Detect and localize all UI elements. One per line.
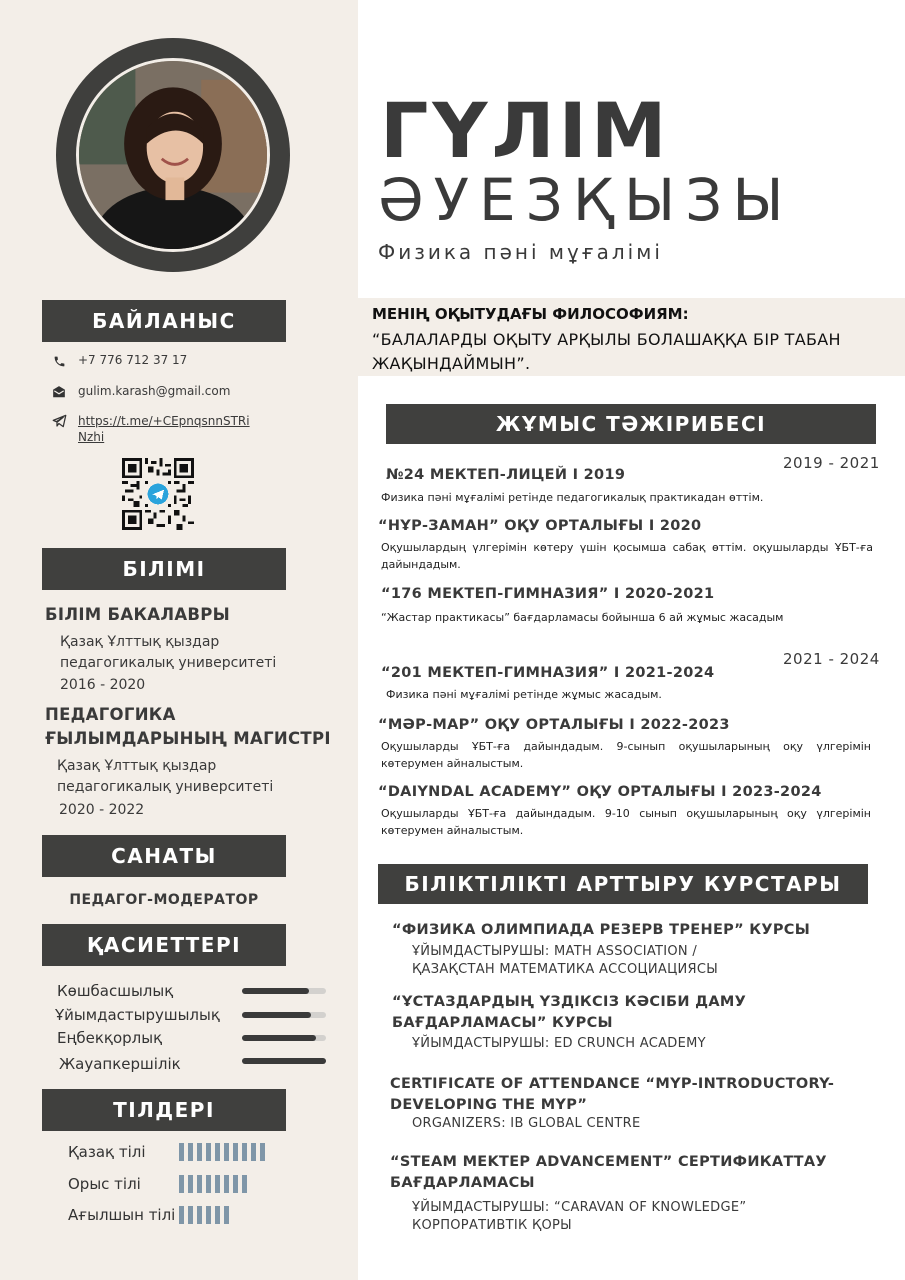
job-desc-6: Оқушыларды ҰБТ-ға дайындадым. 9-10 сынып оқушыларының оқу үлгерімін көтерумен айналыстым.: [381, 807, 871, 837]
philosophy-title: МЕНІҢ ОҚЫТУДАҒЫ ФИЛОСОФИЯМ:: [372, 305, 689, 323]
email-address[interactable]: gulim.karash@gmail.com: [78, 384, 231, 398]
language-label-1: Қазақ тілі: [68, 1143, 146, 1161]
quality-bar-1: [242, 988, 326, 994]
education-degree-1: БІЛІМ БАКАЛАВРЫ: [45, 605, 231, 624]
language-level-segment: [179, 1143, 184, 1161]
language-level-segment: [224, 1143, 229, 1161]
last-name: ӘУЕЗҚЫЗЫ: [378, 166, 794, 234]
experience-heading: ЖҰМЫС ТӘЖІРИБЕСІ: [386, 404, 876, 444]
language-level-segment: [179, 1206, 184, 1224]
course-title-4: “STEAM MEKTEP ADVANCEMENT” СЕРТИФИКАТТАУ БАҒДАРЛАМАСЫ: [390, 1154, 827, 1191]
first-name: ГҮЛІМ: [380, 86, 671, 175]
language-level-segment: [242, 1143, 247, 1161]
quality-fill-1: [242, 988, 309, 994]
language-bar-3: [179, 1206, 229, 1224]
job-desc-3: “Жастар практикасы” бағдарламасы бойынша 6 ай жұмыс жасадым: [381, 611, 784, 624]
language-level-segment: [224, 1175, 229, 1193]
language-label-3: Ағылшын тілі: [68, 1206, 176, 1224]
language-level-segment: [206, 1175, 211, 1193]
course-org-4: ҰЙЫМДАСТЫРУШЫ: “CARAVAN OF KNOWLEDGE” КОРПОРАТИВТІК ҚОРЫ: [412, 1200, 747, 1233]
quality-bar-3: [242, 1035, 326, 1041]
experience-period-2: 2021 - 2024: [783, 650, 880, 668]
category-heading: САНАТЫ: [42, 835, 286, 877]
language-level-segment: [215, 1143, 220, 1161]
languages-heading: ТІЛДЕРІ: [42, 1089, 286, 1131]
language-level-segment: [197, 1206, 202, 1224]
language-level-segment: [188, 1143, 193, 1161]
course-title-3: CERTIFICATE OF ATTENDANCE “MYP-INTRODUCTORY-DEVELOPING THE MYP”: [390, 1076, 835, 1113]
quality-fill-3: [242, 1035, 316, 1041]
telegram-link[interactable]: https://t.me/+CEpnqsnnSTRiNzhi: [78, 414, 250, 444]
course-title-2: “ҰСТАЗДАРДЫҢ ҮЗДІКСІЗ КӘСІБИ ДАМУ БАҒДАРЛАМАСЫ” КУРСЫ: [392, 994, 747, 1031]
language-level-segment: [233, 1143, 238, 1161]
course-org-3: ORGANIZERS: IB GLOBAL CENTRE: [412, 1116, 641, 1131]
education-years-2: 2020 - 2022: [59, 802, 145, 818]
quality-label-4: Жауапкершілік: [59, 1055, 181, 1073]
language-level-segment: [197, 1143, 202, 1161]
quality-fill-4: [242, 1058, 326, 1064]
quality-label-1: Көшбасшылық: [57, 982, 174, 1000]
courses-heading: БІЛІКТІЛІКТІ АРТТЫРУ КУРСТАРЫ: [378, 864, 868, 904]
language-level-segment: [251, 1143, 256, 1161]
envelope-icon: [50, 384, 68, 400]
course-title-1: “ФИЗИКА ОЛИМПИАДА РЕЗЕРВ ТРЕНЕР” КУРСЫ: [392, 922, 811, 938]
qualities-heading: ҚАСИЕТТЕРІ: [42, 924, 286, 966]
language-level-segment: [188, 1206, 193, 1224]
course-org-1: ҰЙЫМДАСТЫРУШЫ: MATH ASSOCIATION / ҚАЗАҚСТАН МАТЕМАТИКА АССОЦИАЦИЯСЫ: [412, 944, 718, 977]
contact-phone: [50, 353, 187, 369]
language-level-segment: [197, 1175, 202, 1193]
job-title-6: “DAIYNDAL ACADEMY” ОҚУ ОРТАЛЫҒЫ І 2023-2024: [378, 784, 822, 800]
quality-fill-2: [242, 1012, 311, 1018]
job-desc-2: Оқушылардың үлгерімін көтеру үшін қосымша сабақ өттім. оқушыларды ҰБТ-ға дайындадым.: [381, 541, 873, 571]
job-title-1: №24 МЕКТЕП-ЛИЦЕЙ І 2019: [386, 467, 626, 483]
language-level-segment: [215, 1175, 220, 1193]
job-title-2: “НҰР-ЗАМАН” ОҚУ ОРТАЛЫҒЫ І 2020: [378, 518, 702, 534]
course-org-2: ҰЙЫМДАСТЫРУШЫ: ED CRUNCH ACADEMY: [412, 1036, 706, 1051]
job-title-3: “176 МЕКТЕП-ГИМНАЗИЯ” І 2020-2021: [381, 586, 715, 602]
education-heading: БІЛІМІ: [42, 548, 286, 590]
contact-telegram: [50, 413, 256, 445]
job-title-4: “201 МЕКТЕП-ГИМНАЗИЯ” І 2021-2024: [381, 665, 715, 681]
quality-bar-4: [242, 1058, 326, 1064]
language-level-segment: [188, 1175, 193, 1193]
education-school-1: Қазақ Ұлттық қыздар педагогикалық университеті: [60, 634, 277, 671]
language-label-2: Орыс тілі: [68, 1175, 141, 1193]
contact-email: [50, 384, 230, 400]
education-degree-2: ПЕДАГОГИКА ҒЫЛЫМДАРЫНЫҢ МАГИСТРІ: [45, 705, 331, 748]
quality-label-3: Еңбекқорлық: [57, 1029, 163, 1047]
job-role: Физика пәні мұғалімі: [378, 240, 663, 264]
philosophy-text: “БАЛАЛАРДЫ ОҚЫТУ АРҚЫЛЫ БОЛАШАҚҚА БІР ТАБАН ЖАҚЫНДАЙМЫН”.: [372, 330, 841, 373]
language-level-segment: [215, 1206, 220, 1224]
quality-label-2: Ұйымдастырушылық: [55, 1006, 220, 1024]
language-level-segment: [206, 1206, 211, 1224]
language-level-segment: [179, 1175, 184, 1193]
language-bar-1: [179, 1143, 265, 1161]
category-value: ПЕДАГОГ-МОДЕРАТОР: [69, 892, 259, 908]
language-level-segment: [206, 1143, 211, 1161]
language-level-segment: [242, 1175, 247, 1193]
job-desc-5: Оқушыларды ҰБТ-ға дайындадым. 9-сынып оқушыларының оқу үлгерімін көтерумен айналыстым.: [381, 740, 871, 770]
phone-number[interactable]: +7 776 712 37 17: [78, 353, 188, 367]
language-level-segment: [260, 1143, 265, 1161]
telegram-icon: [50, 413, 68, 429]
education-school-2: Қазақ Ұлттық қыздар педагогикалық университеті: [57, 758, 274, 795]
profile-photo: [76, 58, 270, 252]
experience-period-1: 2019 - 2021: [783, 454, 880, 472]
job-title-5: “МӘР-МАР” ОҚУ ОРТАЛЫҒЫ І 2022-2023: [378, 717, 730, 733]
profile-photo-frame: [56, 38, 290, 272]
language-level-segment: [233, 1175, 238, 1193]
quality-bar-2: [242, 1012, 326, 1018]
job-desc-1: Физика пәні мұғалімі ретінде педагогикалық практикадан өттім.: [381, 491, 764, 504]
language-bar-2: [179, 1175, 247, 1193]
language-level-segment: [224, 1206, 229, 1224]
job-desc-4: Физика пәні мұғалімі ретінде жұмыс жасадым.: [386, 688, 662, 701]
education-years-1: 2016 - 2020: [60, 677, 146, 693]
contact-heading: БАЙЛАНЫС: [42, 300, 286, 342]
phone-icon: [50, 353, 68, 369]
telegram-qr-code: [122, 458, 194, 530]
